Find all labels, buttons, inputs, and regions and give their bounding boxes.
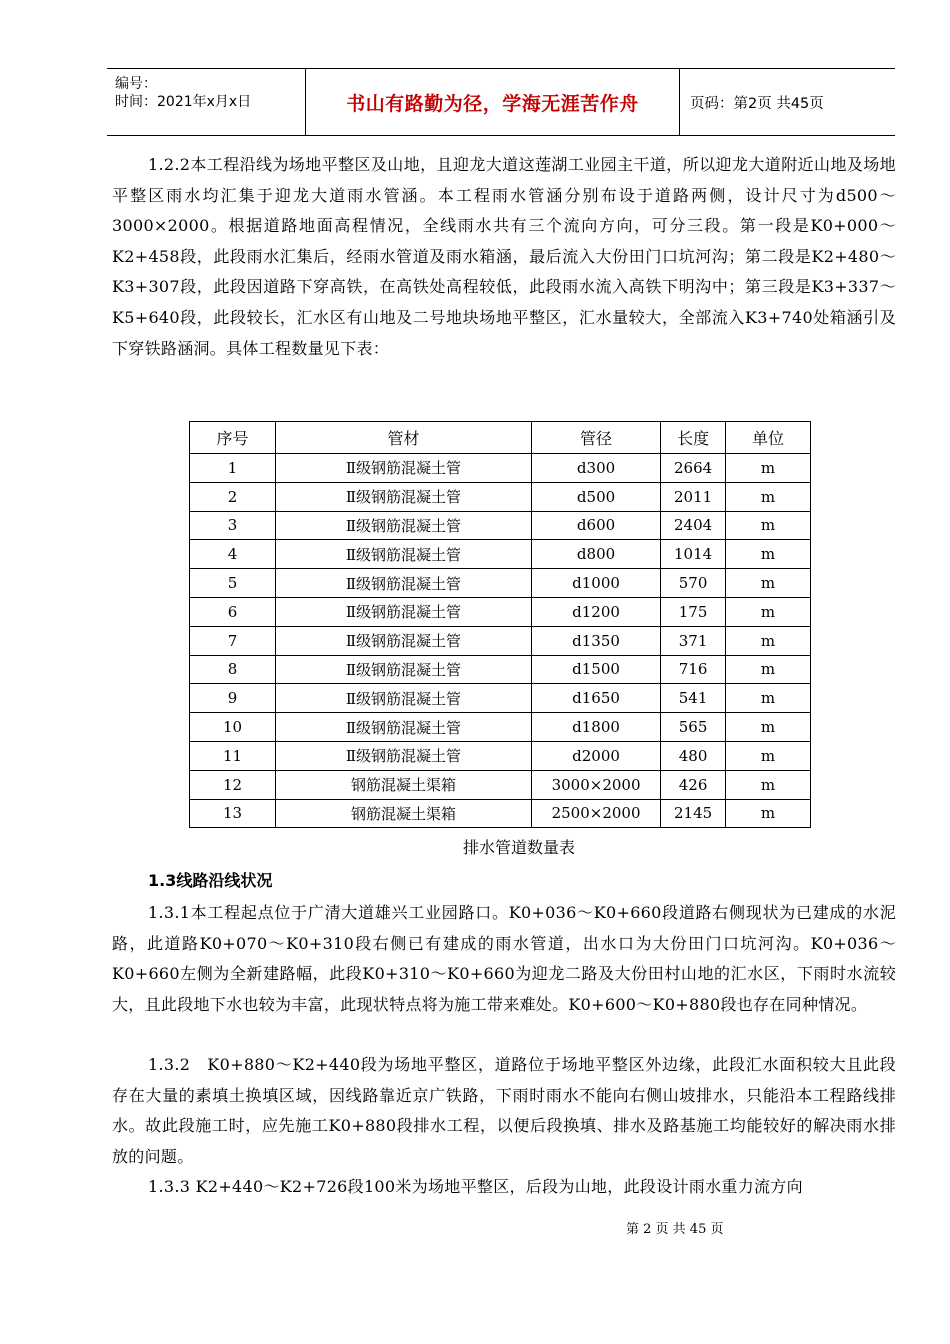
cell-length: 2404	[661, 511, 726, 540]
cell-index: 9	[190, 684, 276, 713]
cell-index: 3	[190, 511, 276, 540]
col-header-length: 长度	[661, 422, 726, 454]
cell-unit: m	[725, 511, 810, 540]
cell-diameter: d1000	[531, 569, 660, 598]
cell-material: Ⅱ级钢筋混凝土管	[276, 540, 532, 569]
cell-diameter: d1350	[531, 626, 660, 655]
cell-index: 8	[190, 655, 276, 684]
cell-length: 565	[661, 713, 726, 742]
cell-index: 2	[190, 482, 276, 511]
paragraph-1-3-1: 1.3.1本工程起点位于广清大道雄兴工业园路口。K0+036～K0+660段道路右侧现状为已建成的水泥路，此道路K0+070～K0+310段右侧已有建成的雨水管道，出水口为大份田门口坑河沟。K0+036～K0+660左侧为全新建路幅，此段K0+310～K0+660为迎龙二路及大份田村山地的汇水区，下雨时水流较大，且此段地下水也较为丰富，此现状特点将为施工带来难处。K0+600～K0+880段也存在同种情况。	[112, 903, 896, 1014]
table-row	[190, 741, 811, 770]
cell-length: 371	[661, 626, 726, 655]
table-row	[190, 511, 811, 540]
header-meta	[107, 69, 306, 135]
col-header-index: 序号	[190, 422, 276, 454]
cell-unit: m	[725, 569, 810, 598]
cell-material: Ⅱ级钢筋混凝土管	[276, 741, 532, 770]
cell-unit: m	[725, 482, 810, 511]
paragraph-1-3-3: 1.3.3 K2+440～K2+726段100米为场地平整区，后段为山地，此段设计雨水重力流方向	[148, 1177, 803, 1196]
document-number: 编号：	[115, 76, 157, 92]
cell-material: 钢筋混凝土渠箱	[276, 799, 532, 828]
cell-material: Ⅱ级钢筋混凝土管	[276, 713, 532, 742]
table-row	[190, 482, 811, 511]
col-header-material: 管材	[276, 422, 532, 454]
paragraph-1-2-2: 1.2.2本工程沿线为场地平整区及山地，且迎龙大道这莲湖工业园主干道，所以迎龙大道附近山地及场地平整区雨水均汇集于迎龙大道雨水管涵。本工程雨水管涵分别布设于道路两侧，设计尺寸为d500～3000×2000。根据道路地面高程情况，全线雨水共有三个流向方向，可分三段。第一段是K0+000～K2+458段，此段雨水汇集后，经雨水管道及雨水箱涵，最后流入大份田门口坑河沟；第二段是K2+480～K3+307段，此段因道路下穿高铁，在高铁处高程较低，此段雨水流入高铁下明沟中；第三段是K3+337～K5+640段，此段较长，汇水区有山地及二号地块场地平整区，汇水量较大，全部流入K3+740处箱涵引及下穿铁路涵洞。具体工程数量见下表：	[112, 155, 896, 358]
cell-length: 1014	[661, 540, 726, 569]
cell-length: 2145	[661, 799, 726, 828]
table-header-row	[190, 422, 811, 454]
drainage-pipe-table	[189, 421, 811, 828]
document-date: 时间：2021年x月x日	[115, 94, 252, 110]
cell-unit: m	[725, 655, 810, 684]
cell-index: 13	[190, 799, 276, 828]
cell-length: 541	[661, 684, 726, 713]
table-row	[190, 454, 811, 483]
cell-material: Ⅱ级钢筋混凝土管	[276, 626, 532, 655]
cell-diameter: d2000	[531, 741, 660, 770]
col-header-diameter: 管径	[531, 422, 660, 454]
cell-diameter: d1200	[531, 597, 660, 626]
page-footer: 第 2 页 共 45 页	[626, 1222, 724, 1237]
cell-length: 2664	[661, 454, 726, 483]
cell-material: Ⅱ级钢筋混凝土管	[276, 454, 532, 483]
cell-unit: m	[725, 454, 810, 483]
cell-unit: m	[725, 597, 810, 626]
page-header	[107, 68, 895, 136]
cell-index: 7	[190, 626, 276, 655]
cell-material: Ⅱ级钢筋混凝土管	[276, 597, 532, 626]
table-row	[190, 684, 811, 713]
cell-length: 426	[661, 770, 726, 799]
cell-diameter: d800	[531, 540, 660, 569]
cell-unit: m	[725, 799, 810, 828]
cell-diameter: d300	[531, 454, 660, 483]
cell-material: Ⅱ级钢筋混凝土管	[276, 482, 532, 511]
cell-length: 480	[661, 741, 726, 770]
cell-unit: m	[725, 770, 810, 799]
col-header-unit: 单位	[725, 422, 810, 454]
cell-index: 4	[190, 540, 276, 569]
cell-index: 6	[190, 597, 276, 626]
cell-unit: m	[725, 540, 810, 569]
cell-unit: m	[725, 684, 810, 713]
table-body	[190, 454, 811, 828]
cell-index: 12	[190, 770, 276, 799]
table-row	[190, 626, 811, 655]
cell-diameter: d1500	[531, 655, 660, 684]
table-row	[190, 799, 811, 828]
paragraph-1-3-2: 1.3.2 K0+880～K2+440段为场地平整区，道路位于场地平整区外边缘，此段汇水面积较大且此段存在大量的素填土换填区域，因线路靠近京广铁路，下雨时雨水不能向右侧山坡排水，只能沿本工程路线排水。故此段施工时，应先施工K0+880段排水工程，以便后段换填、排水及路基施工均能较好的解决雨水排放的问题。	[112, 1055, 896, 1166]
table-row	[190, 655, 811, 684]
section-title: 1.3线路沿线状况	[148, 871, 273, 890]
cell-unit: m	[725, 741, 810, 770]
cell-length: 570	[661, 569, 726, 598]
table-row	[190, 713, 811, 742]
cell-index: 1	[190, 454, 276, 483]
cell-diameter: d1800	[531, 713, 660, 742]
table-row	[190, 597, 811, 626]
cell-material: Ⅱ级钢筋混凝土管	[276, 569, 532, 598]
cell-material: Ⅱ级钢筋混凝土管	[276, 684, 532, 713]
table-row	[190, 540, 811, 569]
table-row	[190, 770, 811, 799]
cell-unit: m	[725, 626, 810, 655]
cell-length: 2011	[661, 482, 726, 511]
cell-material: Ⅱ级钢筋混凝土管	[276, 655, 532, 684]
table-row	[190, 569, 811, 598]
cell-material: Ⅱ级钢筋混凝土管	[276, 511, 532, 540]
cell-diameter: 2500×2000	[531, 799, 660, 828]
cell-diameter: d500	[531, 482, 660, 511]
header-page-number: 页码：第2页 共45页	[690, 95, 824, 112]
cell-diameter: 3000×2000	[531, 770, 660, 799]
table-caption: 排水管道数量表	[462, 838, 575, 857]
cell-unit: m	[725, 713, 810, 742]
cell-length: 175	[661, 597, 726, 626]
cell-length: 716	[661, 655, 726, 684]
cell-index: 11	[190, 741, 276, 770]
header-motto: 书山有路勤为径，学海无涯苦作舟	[306, 69, 680, 135]
cell-diameter: d600	[531, 511, 660, 540]
cell-index: 5	[190, 569, 276, 598]
cell-index: 10	[190, 713, 276, 742]
cell-material: 钢筋混凝土渠箱	[276, 770, 532, 799]
cell-diameter: d1650	[531, 684, 660, 713]
